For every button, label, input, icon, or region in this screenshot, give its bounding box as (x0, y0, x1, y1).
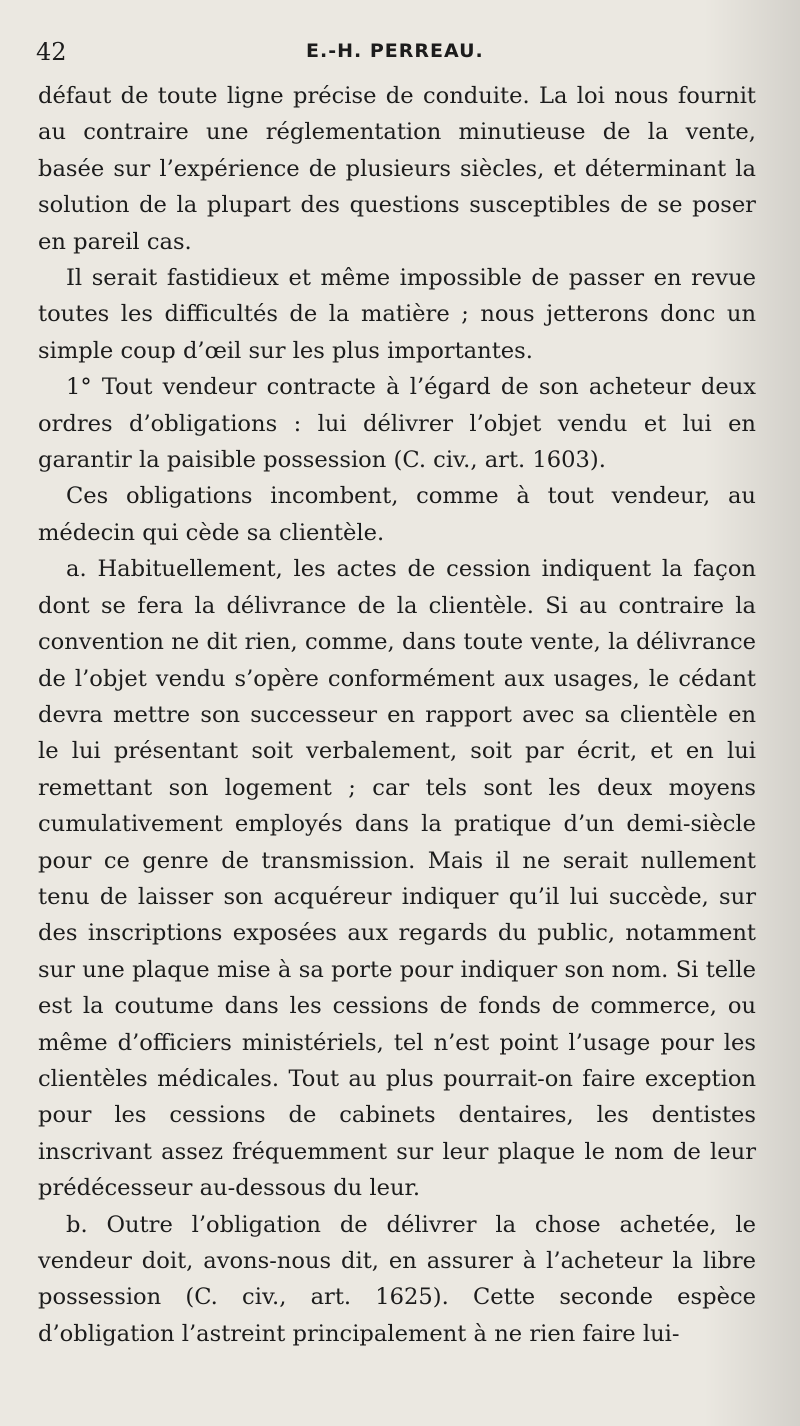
page-header (36, 38, 756, 72)
paragraph: 1° Tout vendeur contracte à l’égard de son acheteur deux ordres d’obligations : lui délivrer l’objet vendu et lui en garantir la paisible possession (C. civ., art. 1603). (38, 374, 756, 474)
paragraph: b. Outre l’obligation de délivrer la chose achetée, le vendeur doit, avons-nous dit, en assurer à l’acheteur la libre possession (C. civ., art. 1625). Cette seconde espèce d’obligation l’astreint principalement à ne rien faire lui- (38, 1211, 756, 1347)
paragraph: défaut de toute ligne précise de conduite. La loi nous fournit au contraire une réglementation minutieuse de la vente, basée sur l’expérience de plusieurs siècles, et déterminant la solution de la plupart des questions susceptibles de se poser en pareil cas. (38, 83, 756, 255)
page-number: 42 (36, 38, 67, 66)
body-text (38, 78, 756, 1352)
running-head: E.-H. PERREAU. (306, 40, 484, 62)
paragraph: Il serait fastidieux et même impossible de passer en revue toutes les difficultés de la matière ; nous jetterons donc un simple coup d’œil sur les plus importantes. (38, 265, 756, 364)
paragraph: a. Habituellement, les actes de cession indiquent la façon dont se fera la délivrance de la clientèle. Si au contraire la convention ne dit rien, comme, dans toute vente, la délivrance de l’objet vendu s’opère conformément aux usages, le cédant devra mettre son successeur en rapport avec sa clientèle en le lui présentant soit verbalement, soit par écrit, et en lui remettant son logement ; car tels sont les deux moyens cumulativement employés dans la pratique d’un demi-siècle pour ce genre de transmission. Mais il ne serait nullement tenu de laisser son acquéreur indiquer qu’il lui succède, sur des inscriptions exposées aux regards du public, notamment sur une plaque mise à sa porte pour indiquer son nom. Si telle est la coutume dans les cessions de fonds de commerce, ou même d’officiers ministériels, tel n’est point l’usage pour les clientèles médicales. Tout au plus pourrait-on faire exception pour les cessions de cabinets dentaires, les dentistes inscrivant assez fréquemment sur leur plaque le nom de leur prédécesseur au-dessous du leur. (38, 556, 756, 1202)
paragraph: Ces obligations incombent, comme à tout vendeur, au médecin qui cède sa clientèle. (38, 483, 756, 546)
